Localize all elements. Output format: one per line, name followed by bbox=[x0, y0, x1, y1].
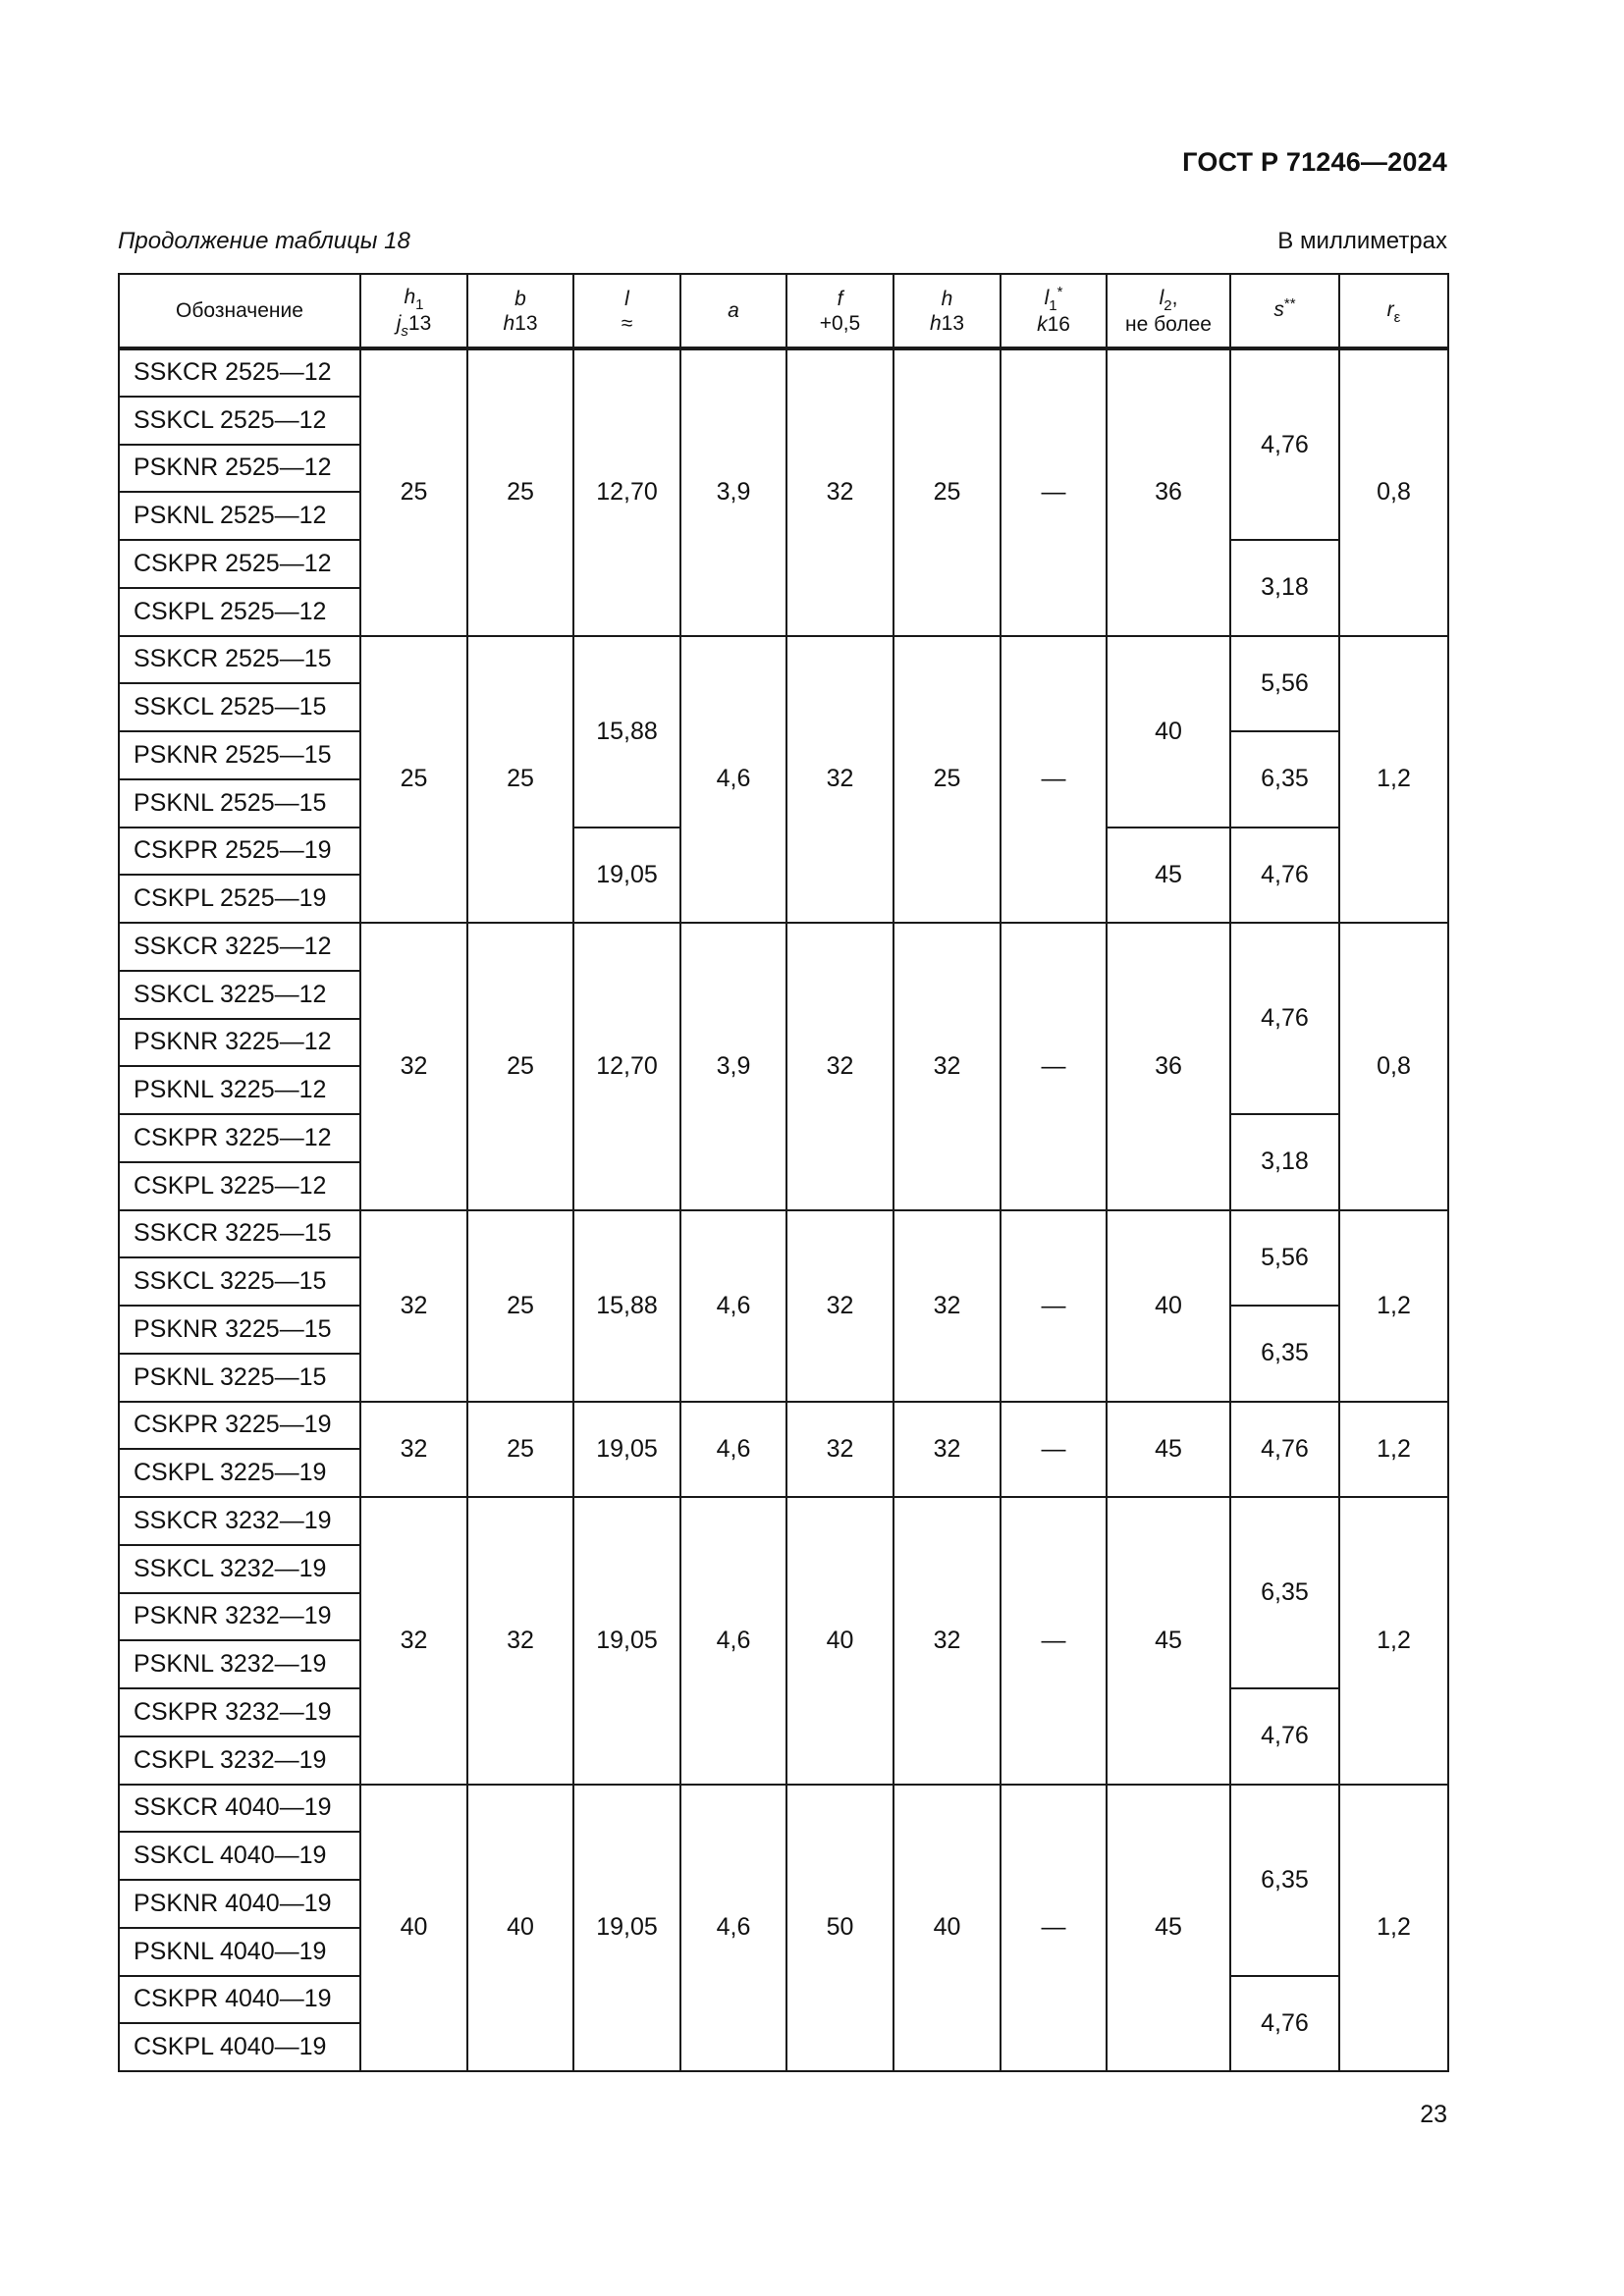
s-cell: 3,18 bbox=[1230, 1114, 1339, 1210]
col-header-a bbox=[680, 274, 786, 348]
r-subscript: ε bbox=[1393, 309, 1401, 326]
table-row bbox=[119, 923, 1448, 971]
f-tolerance: +0,5 bbox=[819, 311, 861, 335]
designation-cell: CSKPL 2525—19 bbox=[119, 875, 360, 923]
s-footnote-mark: ** bbox=[1283, 295, 1296, 312]
r-symbol: r bbox=[1386, 298, 1394, 321]
designation-cell: PSKNL 2525—12 bbox=[119, 492, 360, 540]
s-cell: 4,76 bbox=[1230, 1976, 1339, 2072]
h-symbol: h bbox=[941, 287, 953, 310]
l-cell: 19,05 bbox=[573, 1402, 680, 1498]
designation-cell: CSKPL 3232—19 bbox=[119, 1736, 360, 1785]
table-caption: Продолжение таблицы 18 bbox=[118, 228, 410, 254]
designation-cell: PSKNL 3225—15 bbox=[119, 1354, 360, 1402]
designation-cell: CSKPL 2525—12 bbox=[119, 588, 360, 636]
l1-cell: — bbox=[1001, 1210, 1107, 1402]
a-cell: 4,6 bbox=[680, 1497, 786, 1785]
l1-cell: — bbox=[1001, 348, 1107, 636]
col-header-b bbox=[467, 274, 573, 348]
b-cell: 25 bbox=[467, 1402, 573, 1498]
standard-code: ГОСТ Р 71246—2024 bbox=[1182, 147, 1447, 177]
col-header-s bbox=[1230, 274, 1339, 348]
r-cell: 0,8 bbox=[1339, 923, 1448, 1210]
col-header-r bbox=[1339, 274, 1448, 348]
col-header-designation: Обозначение bbox=[119, 274, 360, 348]
h1-cell: 32 bbox=[360, 1497, 467, 1785]
designation-cell: SSKCL 3225—12 bbox=[119, 971, 360, 1019]
col-header-f bbox=[786, 274, 893, 348]
col-header-h bbox=[893, 274, 1001, 348]
l1-subscript: 1 bbox=[1049, 296, 1057, 314]
h1-cell: 25 bbox=[360, 348, 467, 636]
f-cell: 32 bbox=[786, 348, 893, 636]
l1-cell: — bbox=[1001, 1785, 1107, 2072]
col-header-l bbox=[573, 274, 680, 348]
h1-cell: 25 bbox=[360, 636, 467, 924]
table-row bbox=[119, 1402, 1448, 1450]
l2-subscript: 2 bbox=[1164, 296, 1172, 314]
b-cell: 25 bbox=[467, 636, 573, 924]
h-cell: 32 bbox=[893, 1497, 1001, 1785]
designation-cell: CSKPL 3225—19 bbox=[119, 1449, 360, 1497]
designation-cell: SSKCR 3232—19 bbox=[119, 1497, 360, 1545]
designation-cell: CSKPR 2525—19 bbox=[119, 828, 360, 876]
l2-comma: , bbox=[1171, 286, 1178, 309]
f-cell: 32 bbox=[786, 1210, 893, 1402]
page-number: 23 bbox=[1420, 2101, 1447, 2128]
l2-cell: 36 bbox=[1107, 923, 1230, 1210]
designation-cell: PSKNL 3225—12 bbox=[119, 1066, 360, 1114]
h1-cell: 40 bbox=[360, 1785, 467, 2072]
a-cell: 4,6 bbox=[680, 1210, 786, 1402]
s-cell: 4,76 bbox=[1230, 923, 1339, 1114]
l-cell: 19,05 bbox=[573, 828, 680, 924]
r-cell: 1,2 bbox=[1339, 1402, 1448, 1498]
h1-cell: 32 bbox=[360, 1210, 467, 1402]
l-cell: 15,88 bbox=[573, 636, 680, 828]
s-cell: 4,76 bbox=[1230, 828, 1339, 924]
a-cell: 3,9 bbox=[680, 923, 786, 1210]
l2-cell: 45 bbox=[1107, 828, 1230, 924]
l2-max-note: не более bbox=[1125, 312, 1212, 336]
l1-tolerance-grade: 16 bbox=[1047, 312, 1070, 336]
h-cell: 32 bbox=[893, 1210, 1001, 1402]
s-symbol: s bbox=[1273, 298, 1284, 321]
designation-cell: CSKPR 3225—12 bbox=[119, 1114, 360, 1162]
designation-cell: PSKNR 2525—12 bbox=[119, 445, 360, 493]
l1-cell: — bbox=[1001, 1497, 1107, 1785]
r-cell: 0,8 bbox=[1339, 348, 1448, 636]
designation-cell: SSKCL 2525—12 bbox=[119, 397, 360, 445]
designation-cell: CSKPL 4040—19 bbox=[119, 2023, 360, 2071]
h-cell: 40 bbox=[893, 1785, 1001, 2072]
designation-cell: PSKNL 4040—19 bbox=[119, 1928, 360, 1976]
designation-cell: CSKPR 2525—12 bbox=[119, 540, 360, 588]
designation-cell: CSKPR 3225—19 bbox=[119, 1402, 360, 1450]
b-cell: 32 bbox=[467, 1497, 573, 1785]
l1-symbol: l bbox=[1044, 286, 1050, 309]
col-header-l2 bbox=[1107, 274, 1230, 348]
l-approx-mark: ≈ bbox=[621, 311, 633, 335]
l1-cell: — bbox=[1001, 923, 1107, 1210]
h-cell: 32 bbox=[893, 923, 1001, 1210]
f-cell: 32 bbox=[786, 636, 893, 924]
s-cell: 5,56 bbox=[1230, 1210, 1339, 1307]
l1-cell: — bbox=[1001, 636, 1107, 924]
l2-cell: 40 bbox=[1107, 636, 1230, 828]
designation-cell: SSKCL 3225—15 bbox=[119, 1257, 360, 1306]
l-cell: 15,88 bbox=[573, 1210, 680, 1402]
col-header-l1 bbox=[1001, 274, 1107, 348]
l2-cell: 36 bbox=[1107, 348, 1230, 636]
l2-cell: 40 bbox=[1107, 1210, 1230, 1402]
b-cell: 40 bbox=[467, 1785, 573, 2072]
l-symbol: l bbox=[624, 287, 629, 310]
h-cell: 32 bbox=[893, 1402, 1001, 1498]
s-cell: 6,35 bbox=[1230, 1497, 1339, 1688]
h-cell: 25 bbox=[893, 348, 1001, 636]
table-row bbox=[119, 636, 1448, 684]
h1-tolerance-grade: 13 bbox=[407, 311, 432, 335]
r-cell: 1,2 bbox=[1339, 1497, 1448, 1785]
designation-cell: PSKNL 2525—15 bbox=[119, 779, 360, 828]
l1-footnote-mark: * bbox=[1056, 283, 1063, 300]
l2-cell: 45 bbox=[1107, 1497, 1230, 1785]
h-cell: 25 bbox=[893, 636, 1001, 924]
l2-cell: 45 bbox=[1107, 1402, 1230, 1498]
designation-cell: PSKNR 3225—15 bbox=[119, 1306, 360, 1354]
s-cell: 3,18 bbox=[1230, 540, 1339, 636]
s-cell: 4,76 bbox=[1230, 1402, 1339, 1498]
h-tolerance-grade: 13 bbox=[941, 311, 965, 335]
designation-cell: SSKCL 4040—19 bbox=[119, 1832, 360, 1880]
designation-cell: PSKNL 3232—19 bbox=[119, 1640, 360, 1688]
l-cell: 19,05 bbox=[573, 1497, 680, 1785]
designation-cell: SSKCR 3225—15 bbox=[119, 1210, 360, 1258]
designation-cell: CSKPL 3225—12 bbox=[119, 1162, 360, 1210]
r-cell: 1,2 bbox=[1339, 636, 1448, 924]
r-cell: 1,2 bbox=[1339, 1210, 1448, 1402]
designation-cell: PSKNR 4040—19 bbox=[119, 1880, 360, 1928]
f-symbol: f bbox=[837, 287, 843, 310]
s-cell: 5,56 bbox=[1230, 636, 1339, 732]
a-cell: 4,6 bbox=[680, 1785, 786, 2072]
table-body bbox=[119, 348, 1448, 2071]
s-cell: 6,35 bbox=[1230, 731, 1339, 828]
designation-cell: PSKNR 2525—15 bbox=[119, 731, 360, 779]
s-cell: 4,76 bbox=[1230, 1688, 1339, 1785]
l-cell: 19,05 bbox=[573, 1785, 680, 2072]
l1-tolerance-symbol: k bbox=[1037, 312, 1048, 336]
table-header bbox=[119, 274, 1448, 348]
l-cell: 12,70 bbox=[573, 923, 680, 1210]
l2-symbol: l bbox=[1159, 286, 1164, 309]
dimensions-table bbox=[118, 273, 1449, 2072]
designation-cell: SSKCR 2525—15 bbox=[119, 636, 360, 684]
b-cell: 25 bbox=[467, 1210, 573, 1402]
h1-tolerance-subscript: s bbox=[401, 322, 408, 340]
h1-cell: 32 bbox=[360, 923, 467, 1210]
s-cell: 4,76 bbox=[1230, 348, 1339, 540]
h1-symbol: h bbox=[404, 285, 416, 308]
units-note: В миллиметрах bbox=[1277, 228, 1447, 254]
h1-tolerance-symbol: j bbox=[396, 311, 402, 335]
l-cell: 12,70 bbox=[573, 348, 680, 636]
table-row bbox=[119, 1210, 1448, 1258]
designation-cell: PSKNR 3232—19 bbox=[119, 1593, 360, 1641]
designation-cell: CSKPR 4040—19 bbox=[119, 1976, 360, 2024]
b-symbol: b bbox=[514, 287, 526, 310]
table-row bbox=[119, 1785, 1448, 1833]
designation-cell: SSKCR 2525—12 bbox=[119, 348, 360, 397]
table-row bbox=[119, 348, 1448, 397]
f-cell: 40 bbox=[786, 1497, 893, 1785]
r-cell: 1,2 bbox=[1339, 1785, 1448, 2072]
s-cell: 6,35 bbox=[1230, 1306, 1339, 1402]
a-symbol: a bbox=[728, 299, 739, 322]
a-cell: 4,6 bbox=[680, 1402, 786, 1498]
a-cell: 3,9 bbox=[680, 348, 786, 636]
designation-cell: SSKCR 3225—12 bbox=[119, 923, 360, 971]
table-row bbox=[119, 1497, 1448, 1545]
f-cell: 50 bbox=[786, 1785, 893, 2072]
a-cell: 4,6 bbox=[680, 636, 786, 924]
designation-cell: SSKCR 4040—19 bbox=[119, 1785, 360, 1833]
f-cell: 32 bbox=[786, 1402, 893, 1498]
l1-cell: — bbox=[1001, 1402, 1107, 1498]
h1-cell: 32 bbox=[360, 1402, 467, 1498]
b-tolerance-grade: 13 bbox=[514, 311, 538, 335]
l2-cell: 45 bbox=[1107, 1785, 1230, 2072]
h-tolerance-symbol: h bbox=[929, 311, 942, 335]
f-cell: 32 bbox=[786, 923, 893, 1210]
designation-cell: SSKCL 2525—15 bbox=[119, 683, 360, 731]
designation-cell: PSKNR 3225—12 bbox=[119, 1019, 360, 1067]
col-header-h1 bbox=[360, 274, 467, 348]
s-cell: 6,35 bbox=[1230, 1785, 1339, 1976]
b-cell: 25 bbox=[467, 348, 573, 636]
h1-subscript: 1 bbox=[415, 295, 424, 313]
designation-cell: SSKCL 3232—19 bbox=[119, 1545, 360, 1593]
designation-cell: CSKPR 3232—19 bbox=[119, 1688, 360, 1736]
b-tolerance-symbol: h bbox=[503, 311, 515, 335]
b-cell: 25 bbox=[467, 923, 573, 1210]
